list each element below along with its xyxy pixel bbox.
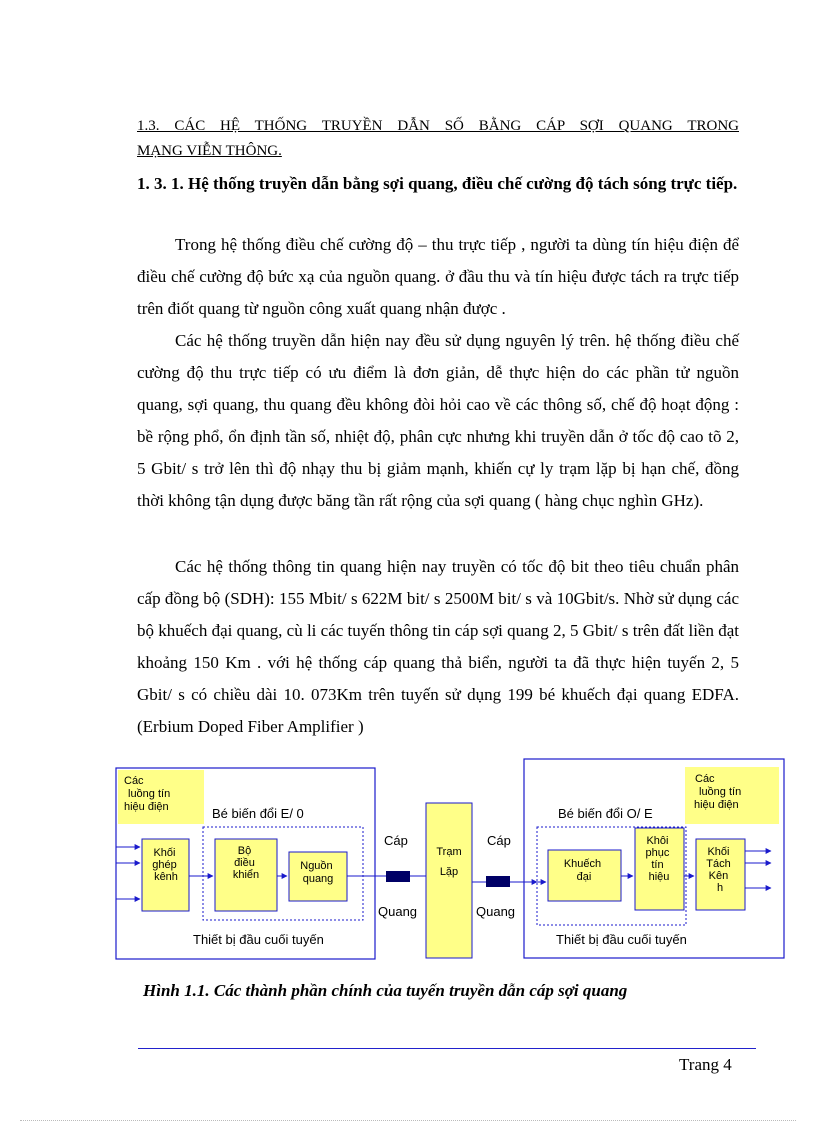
rx-terminal-label: Thiết bị đầu cuối tuyến (556, 932, 687, 947)
page-bottom-border (20, 1120, 796, 1121)
cable-right-icon (486, 876, 510, 887)
driver-label: Bộ điều khiển (232, 845, 260, 881)
page-number: Trang 4 (679, 1055, 732, 1074)
repeater-block (426, 803, 472, 958)
subsection-heading: 1. 3. 1. Hệ thống truyền dẫn bằng sợi quang, điều chế cường độ tách sóng trực tiếp. (137, 174, 738, 193)
tx-terminal-label: Thiết bị đầu cuối tuyến (193, 932, 324, 947)
section-heading-line1: 1.3. CÁC HỆ THỐNG TRUYỀN DẪN SỐ BẰNG CÁP SỢI QUANG TRONG (137, 118, 739, 134)
cable-left-bottom: Quang (378, 904, 418, 919)
tx-signal-label: Các luồng tín hiệu điện (124, 775, 171, 813)
repeater-label-1: Trạm (436, 846, 462, 858)
section-heading-line2: MẠNG VIỄN THÔNG. (137, 143, 282, 159)
figure-caption: Hình 1.1. Các thành phần chính của tuyến truyền dẫn cáp sợi quang (143, 981, 628, 1000)
cable-left-top: Cáp (384, 833, 408, 848)
cable-right-bottom: Quang (476, 904, 516, 919)
light-source-label: Nguồn quang (300, 860, 334, 885)
rx-signal-label: Các luồng tín hiệu điện (694, 773, 742, 811)
demux-label: Khối Tách Kên h (706, 846, 731, 894)
cable-left-icon (386, 871, 410, 882)
repeater-label-2: Lặp (439, 866, 459, 878)
recovery-label: Khôi phục tín hiệu (645, 835, 670, 883)
paragraph: Trong hệ thống điều chế cường độ – thu trực tiếp , người ta dùng tín hiệu điện để điều chế cường độ bức xạ của nguồn quang. ở đầu thu và tín hiệu được tách ra trực tiếp trên điốt quang từ nguồn công xuất quang nhận được . (137, 235, 739, 318)
tx-converter-label: Bé biến đổi E/ 0 (212, 806, 304, 821)
mux-label: Khối ghép kênh (152, 847, 178, 883)
footer-divider (138, 1048, 756, 1049)
paragraph: Các hệ thống truyền dẫn hiện nay đều sử dụng nguyên lý trên. hệ thống điều chế cường độ thu trực tiếp có ưu điểm là đơn giản, dễ thực hiện do các phần tử nguồn quang, sợi quang, thu quang đều không đòi hỏi cao về các thông số, chế độ hoạt động : bề rộng phổ, ổn định tần số, nhiệt độ, phân cực nhưng khi truyền dẫn ở tốc độ cao tõ 2, 5 Gbit/ s trở lên thì độ nhạy thu bị giảm mạnh, khiến cự ly trạm lặp bị hạn chế, đồng thời không tận dụng được băng tần rất rộng của sợi quang ( hàng chục nghìn GHz). (137, 331, 739, 510)
cable-right-top: Cáp (487, 833, 511, 848)
paragraph: Các hệ thống thông tin quang hiện nay truyền có tốc độ bit theo tiêu chuẩn phân cấp đồng bộ (SDH): 155 Mbit/ s 622M bit/ s 2500M bit/ s và 10Gbit/s. Nhờ sử dụng các bộ khuếch đại quang, cù li các tuyến thông tin cáp sợi quang 2, 5 Gbit/ s trên đất liền đạt khoảng 150 Km . với hệ thống cáp quang thả biển, người ta đã thực hiện tuyến 2, 5 Gbit/ s có chiều dài 10. 073Km trên tuyến sử dụng 199 bé khuếch đại quang EDFA. (Erbium Doped Fiber Amplifier ) (137, 557, 739, 736)
amplifier-label: Khuếch đại (563, 858, 602, 883)
rx-converter-label: Bé biến đổi O/ E (558, 806, 653, 821)
